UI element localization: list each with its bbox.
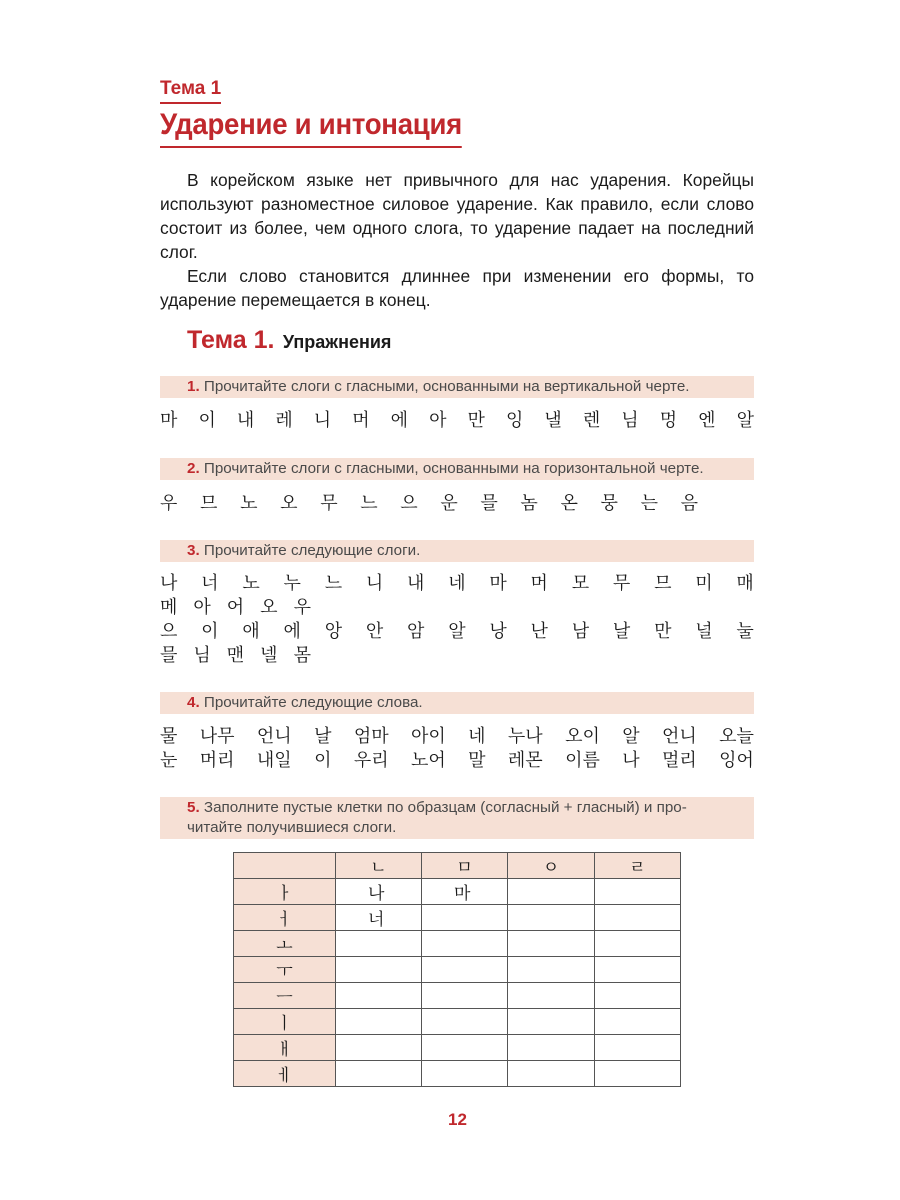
- exercise-3-text: Прочитайте следующие слоги.: [203, 542, 421, 559]
- table-row: [234, 957, 681, 983]
- exercise-4-instruction: [160, 692, 754, 714]
- hangul-item: 이름: [565, 750, 600, 771]
- page-number: 12: [448, 1110, 467, 1129]
- exercises-heading: [187, 326, 391, 355]
- hangul-item: 안: [365, 621, 384, 642]
- hangul-item: 내일: [256, 750, 292, 771]
- hangul-item: 우리: [353, 750, 389, 771]
- syllable-cell: 마: [422, 879, 508, 905]
- exercise-5-text-line-1: Заполните пустые клетки по образцам (согласный + гласный) и про-: [203, 799, 687, 816]
- syllable-cell: [336, 1035, 422, 1061]
- hangul-item: 운: [440, 493, 458, 514]
- hangul-item: 뭉: [600, 493, 618, 514]
- syllable-cell: [336, 983, 422, 1009]
- exercise-4-row-1: [160, 725, 754, 749]
- hangul-item: 으: [160, 621, 178, 642]
- hangul-item: 알: [736, 410, 754, 431]
- hangul-item: 는: [640, 493, 658, 514]
- hangul-item: 아: [193, 597, 211, 618]
- hangul-item: 난: [530, 621, 548, 642]
- syllable-cell: [336, 1009, 422, 1035]
- hangul-item: 레: [275, 410, 293, 431]
- exercise-1-number: 1.: [187, 378, 200, 395]
- hangul-item: 무: [320, 493, 338, 514]
- syllable-cell: [595, 957, 681, 983]
- exercise-2-syllables: [160, 492, 698, 516]
- hangul-item: 날: [314, 726, 332, 747]
- hangul-item: 오늘: [719, 726, 754, 747]
- syllable-cell: 나: [336, 879, 422, 905]
- table-row: [234, 1061, 681, 1087]
- hangul-item: 나: [160, 573, 178, 594]
- syllable-cell: [595, 931, 681, 957]
- consonant-header: ㄴ: [336, 853, 422, 879]
- hangul-item: 너: [201, 573, 219, 594]
- vowel-header: ㅓ: [234, 905, 336, 931]
- hangul-item: 머리: [199, 750, 235, 771]
- exercise-3-row-4: [160, 644, 754, 668]
- syllable-cell: [422, 905, 508, 931]
- hangul-item: 언니: [256, 726, 292, 747]
- hangul-item: 알: [448, 621, 466, 642]
- syllable-cell: [595, 905, 681, 931]
- hangul-item: 노어: [411, 750, 446, 771]
- syllable-cell: [508, 1061, 595, 1087]
- hangul-item: 머: [530, 573, 548, 594]
- hangul-item: 믈: [160, 645, 178, 666]
- hangul-item: 오: [260, 597, 278, 618]
- intro-paragraph-1: В корейском языке нет привычного для нас ударения. Корейцы используют разноместное силовое ударение. Как правило, если слово состоит из более, чем одного слога, то ударение падает на последний слог.: [160, 170, 754, 262]
- syllable-cell: [422, 1009, 508, 1035]
- hangul-item: 놈: [520, 493, 538, 514]
- table-row: [234, 1035, 681, 1061]
- hangul-item: 눌: [736, 621, 754, 642]
- syllable-cell: [508, 1009, 595, 1035]
- hangul-item: 니: [313, 410, 332, 431]
- hangul-item: 믈: [480, 493, 498, 514]
- hangul-item: 므: [654, 573, 672, 594]
- exercise-2-number: 2.: [187, 460, 200, 477]
- hangul-item: 몸: [293, 645, 311, 666]
- hangul-item: 누나: [507, 726, 543, 747]
- exercise-2-instruction: [160, 458, 754, 480]
- table-row: [234, 905, 681, 931]
- hangul-item: 누: [283, 573, 301, 594]
- exercises-heading-label: Упражнения: [282, 332, 392, 352]
- hangul-item: 엄마: [353, 726, 389, 747]
- hangul-item: 이: [201, 621, 219, 642]
- hangul-item: 멀리: [662, 750, 697, 771]
- vowel-header: ㅜ: [234, 957, 336, 983]
- exercise-2-text: Прочитайте слоги с гласными, основанными на горизонтальной черте.: [203, 460, 704, 477]
- hangul-item: 네: [468, 726, 486, 747]
- hangul-item: 니: [365, 573, 384, 594]
- hangul-item: 낭: [489, 621, 507, 642]
- hangul-item: 우: [160, 493, 178, 514]
- vowel-header: ㅐ: [234, 1035, 336, 1061]
- hangul-item: 엔: [698, 410, 716, 431]
- syllable-cell: [422, 957, 508, 983]
- hangul-item: 므: [200, 493, 218, 514]
- hangul-item: 만: [467, 410, 485, 431]
- hangul-item: 나: [622, 750, 640, 771]
- syllable-cell: [422, 983, 508, 1009]
- table-header-row: [234, 853, 681, 879]
- exercise-5-instruction: [160, 797, 754, 839]
- hangul-item: 잉: [505, 410, 524, 431]
- hangul-item: 이: [314, 750, 332, 771]
- table-row: [234, 879, 681, 905]
- hangul-item: 마: [489, 573, 507, 594]
- intro-paragraph-2: Если слово становится длиннее при изменении его формы, то ударение перемещается в конец.: [160, 266, 754, 310]
- vowel-header: ㅡ: [234, 983, 336, 1009]
- hangul-item: 내: [236, 410, 255, 431]
- hangul-item: 님: [193, 645, 211, 666]
- hangul-item: 멍: [659, 410, 678, 431]
- hangul-item: 어: [226, 597, 245, 618]
- hangul-item: 느: [360, 493, 378, 514]
- hangul-item: 미: [695, 573, 713, 594]
- exercise-3-row-2: [160, 596, 754, 620]
- hangul-item: 눈: [160, 750, 178, 771]
- hangul-item: 음: [680, 493, 698, 514]
- syllable-cell: [595, 983, 681, 1009]
- hangul-item: 무: [612, 573, 631, 594]
- hangul-item: 메: [160, 597, 178, 618]
- hangul-item: 낼: [544, 410, 562, 431]
- intro-text: [160, 168, 754, 312]
- hangul-item: 남: [571, 621, 590, 642]
- exercise-4-row-2: [160, 749, 754, 773]
- hangul-item: 노: [240, 493, 258, 514]
- exercise-1-text: Прочитайте слоги с гласными, основанными на вертикальной черте.: [203, 378, 690, 395]
- exercises-heading-topic: Тема 1.: [187, 326, 275, 354]
- syllable-cell: [508, 983, 595, 1009]
- syllable-cell: [508, 879, 595, 905]
- syllable-cell: [508, 905, 595, 931]
- hangul-item: 레몬: [507, 750, 543, 771]
- syllable-cell: [336, 957, 422, 983]
- syllable-cell: 너: [336, 905, 422, 931]
- syllable-table: [233, 852, 681, 1087]
- hangul-item: 물: [160, 726, 178, 747]
- hangul-item: 매: [736, 573, 754, 594]
- hangul-item: 에: [283, 621, 301, 642]
- syllable-cell: [508, 931, 595, 957]
- hangul-item: 온: [560, 493, 578, 514]
- page-title: Ударение и интонация: [160, 108, 462, 148]
- syllable-cell: [595, 1035, 681, 1061]
- syllable-cell: [508, 1035, 595, 1061]
- hangul-item: 알: [622, 726, 640, 747]
- table-row: [234, 983, 681, 1009]
- hangul-item: 모: [571, 573, 590, 594]
- hangul-item: 넬: [260, 645, 278, 666]
- exercise-3-number: 3.: [187, 542, 200, 559]
- table-row: [234, 931, 681, 957]
- syllable-cell: [508, 957, 595, 983]
- hangul-item: 앙: [324, 621, 343, 642]
- hangul-item: 애: [242, 621, 260, 642]
- hangul-item: 잉어: [719, 750, 754, 771]
- hangul-item: 느: [324, 573, 343, 594]
- hangul-item: 렌: [582, 410, 601, 431]
- consonant-header: ㅁ: [422, 853, 508, 879]
- hangul-item: 날: [612, 621, 631, 642]
- syllable-cell: [336, 1061, 422, 1087]
- hangul-item: 아이: [411, 726, 446, 747]
- syllable-cell: [336, 931, 422, 957]
- hangul-item: 네: [448, 573, 466, 594]
- exercise-3-instruction: [160, 540, 754, 562]
- hangul-item: 머: [352, 410, 370, 431]
- hangul-item: 내: [407, 573, 425, 594]
- syllable-cell: [422, 1061, 508, 1087]
- hangul-item: 으: [400, 493, 418, 514]
- exercise-3-row-3: [160, 620, 754, 644]
- hangul-item: 맨: [226, 645, 245, 666]
- vowel-header: ㅗ: [234, 931, 336, 957]
- exercise-1-syllables: [160, 409, 754, 433]
- table-corner-cell: [234, 853, 336, 879]
- exercise-5-text-line-2: читайте получившиеся слоги.: [187, 819, 397, 836]
- vowel-header: ㅣ: [234, 1009, 336, 1035]
- hangul-item: 오이: [565, 726, 600, 747]
- consonant-header: ㄹ: [595, 853, 681, 879]
- hangul-item: 널: [695, 621, 713, 642]
- hangul-item: 이: [198, 410, 216, 431]
- hangul-item: 님: [621, 410, 639, 431]
- syllable-cell: [422, 1035, 508, 1061]
- hangul-item: 에: [390, 410, 409, 431]
- hangul-item: 아: [429, 410, 447, 431]
- topic-label: Тема 1: [160, 78, 221, 104]
- hangul-item: 언니: [662, 726, 697, 747]
- vowel-header: ㅏ: [234, 879, 336, 905]
- syllable-cell: [595, 1061, 681, 1087]
- consonant-header: ㅇ: [508, 853, 595, 879]
- exercise-1-instruction: [160, 376, 754, 398]
- hangul-item: 나무: [199, 726, 235, 747]
- hangul-item: 노: [242, 573, 260, 594]
- hangul-item: 만: [654, 621, 672, 642]
- syllable-cell: [595, 879, 681, 905]
- syllable-cell: [595, 1009, 681, 1035]
- syllable-cell: [422, 931, 508, 957]
- vowel-header: ㅔ: [234, 1061, 336, 1087]
- exercise-5-number: 5.: [187, 799, 200, 816]
- exercise-4-text: Прочитайте следующие слова.: [203, 694, 423, 711]
- hangul-item: 마: [160, 410, 178, 431]
- hangul-item: 말: [468, 750, 486, 771]
- table-row: [234, 1009, 681, 1035]
- exercise-3-row-1: [160, 572, 754, 596]
- hangul-item: 우: [293, 597, 311, 618]
- hangul-item: 암: [407, 621, 425, 642]
- hangul-item: 오: [280, 493, 298, 514]
- exercise-4-number: 4.: [187, 694, 200, 711]
